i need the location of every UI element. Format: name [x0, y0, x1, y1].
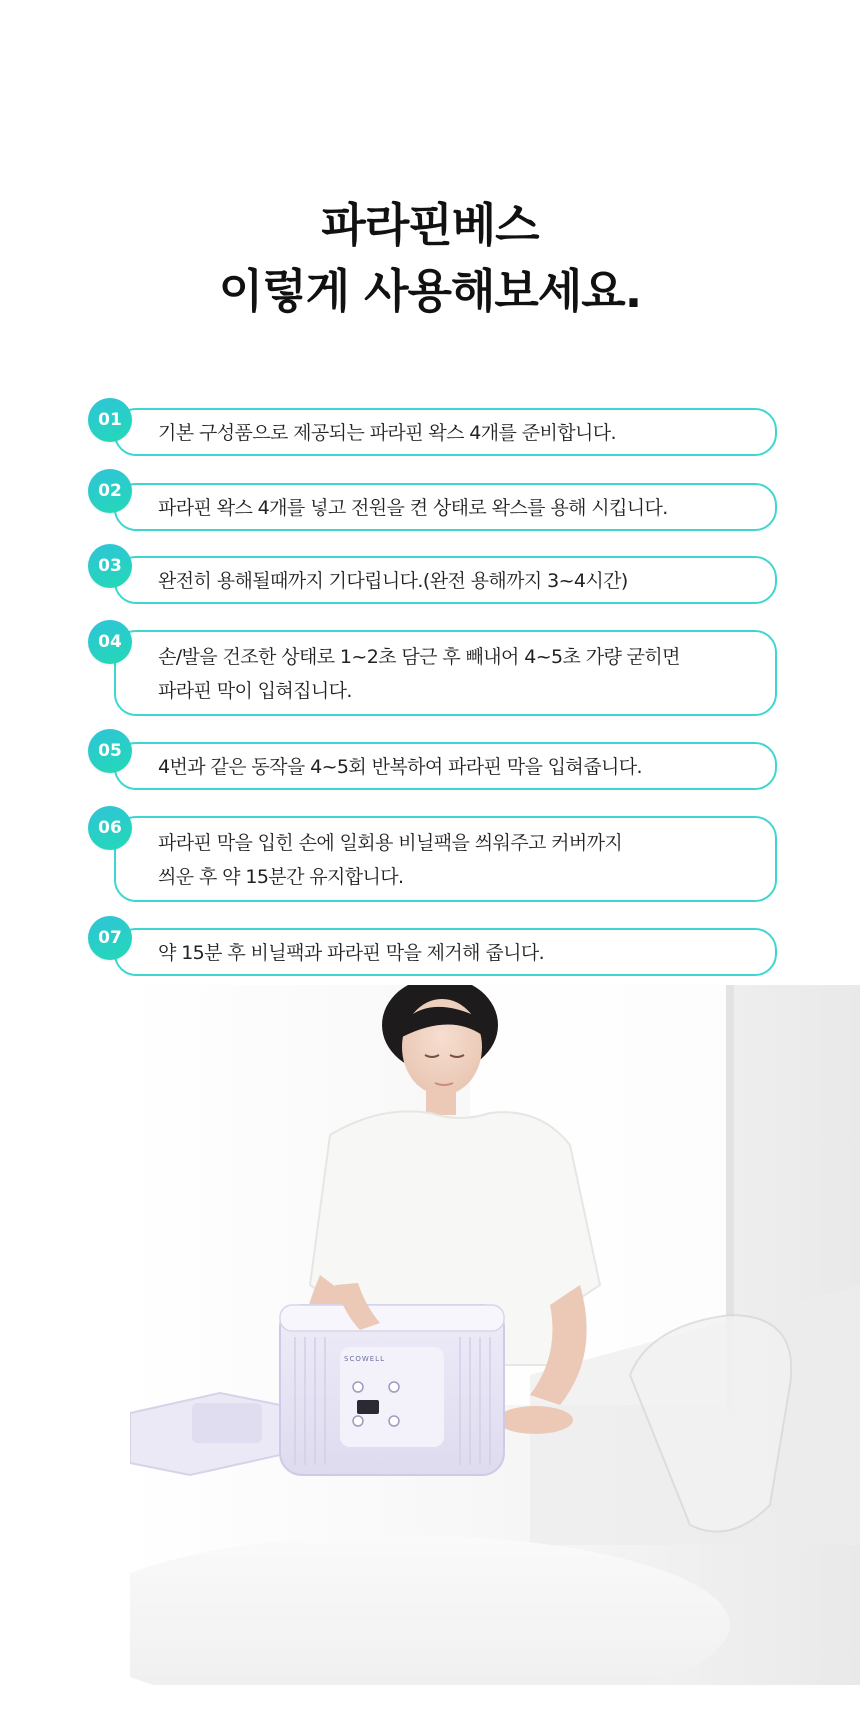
step-card-04 — [114, 630, 777, 716]
step-text-line: 약 15분 후 비닐팩과 파라핀 막을 제거해 줍니다. — [158, 942, 545, 964]
step-badge-04: 04 — [88, 620, 132, 664]
neck — [426, 1089, 456, 1115]
step-text-line: 파라핀 왁스 4개를 넣고 전원을 켠 상태로 왁스를 용해 시킵니다. — [158, 497, 668, 519]
step-text-line: 씌운 후 약 15분간 유지합니다. — [158, 866, 404, 888]
power-button-icon — [353, 1382, 363, 1392]
hand-right — [497, 1406, 573, 1434]
step-text-02 — [158, 491, 755, 525]
step-badge-03: 03 — [88, 544, 132, 588]
down-button-icon — [353, 1416, 363, 1426]
step-text-05 — [158, 750, 755, 784]
step-text-04 — [158, 640, 755, 708]
mode-button-icon — [389, 1382, 399, 1392]
step-text-line: 4번과 같은 동작을 4~5회 반복하여 파라핀 막을 입혀줍니다. — [158, 756, 642, 778]
step-badge-05: 05 — [88, 729, 132, 773]
lid-window — [192, 1403, 262, 1443]
step-badge-01: 01 — [88, 398, 132, 442]
step-card-02 — [114, 483, 777, 531]
step-badge-07: 07 — [88, 916, 132, 960]
step-card-05 — [114, 742, 777, 790]
page-title-line-1: 파라핀베스 — [321, 198, 539, 252]
step-text-03 — [158, 564, 755, 598]
brand-label: SCOWELL — [344, 1355, 385, 1363]
device-rim — [280, 1305, 504, 1331]
step-text-line: 손/발을 건조한 상태로 1~2초 담근 후 빼내어 4~5초 가량 굳히면 — [158, 646, 680, 668]
step-text-06 — [158, 826, 755, 894]
page-title — [0, 192, 860, 324]
step-text-line: 파라핀 막을 입힌 손에 일회용 비닐팩을 씌워주고 커버까지 — [158, 832, 623, 854]
step-card-07 — [114, 928, 777, 976]
up-button-icon — [389, 1416, 399, 1426]
step-text-07 — [158, 936, 755, 970]
step-badge-02: 02 — [88, 469, 132, 513]
step-text-line: 완전히 용해될때까지 기다립니다.(완전 용해까지 3~4시간) — [158, 570, 628, 592]
product-photo-illustration — [130, 985, 860, 1685]
step-card-06 — [114, 816, 777, 902]
display-screen — [357, 1400, 379, 1414]
step-card-01 — [114, 408, 777, 456]
product-photo — [130, 985, 860, 1685]
step-text-line: 기본 구성품으로 제공되는 파라핀 왁스 4개를 준비합니다. — [158, 422, 616, 444]
step-text-01 — [158, 416, 755, 450]
step-badge-06: 06 — [88, 806, 132, 850]
step-text-line: 파라핀 막이 입혀집니다. — [158, 680, 352, 702]
page-title-line-2: 이렇게 사용해보세요. — [218, 264, 642, 318]
step-card-03 — [114, 556, 777, 604]
